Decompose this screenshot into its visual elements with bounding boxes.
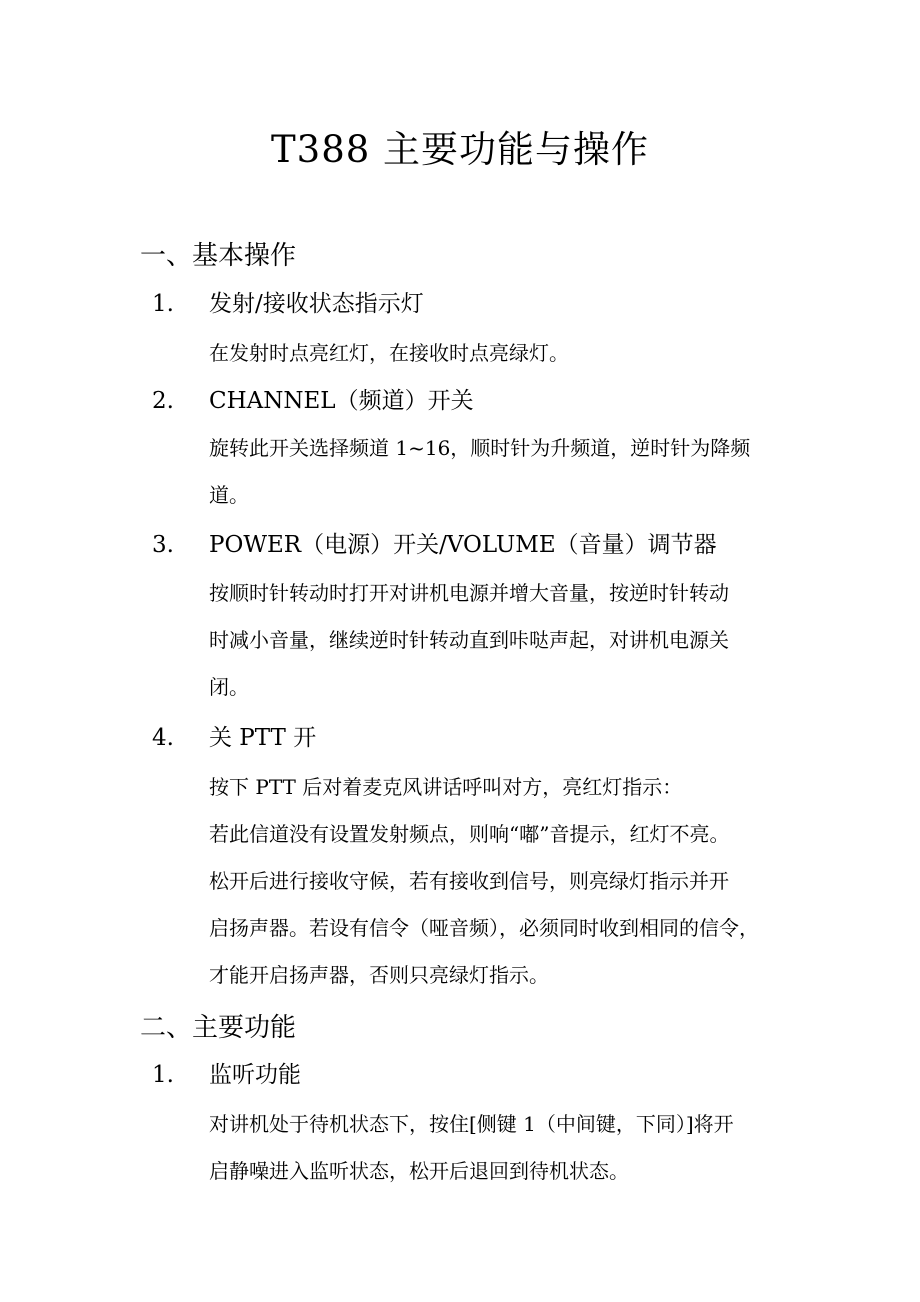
- item-number: 1.: [152, 1062, 174, 1088]
- section-heading-main-functions: 二、主要功能: [140, 1013, 297, 1043]
- item-heading-monitor: [152, 1059, 301, 1091]
- body-line: 松开后进行接收守候，若有接收到信号，则亮绿灯指示并开: [209, 869, 729, 893]
- body-line: 道。: [209, 483, 249, 507]
- body-line: 对讲机处于待机状态下，按住[侧键 1（中间键，下同）]将开: [209, 1112, 734, 1136]
- item-number: 1.: [152, 291, 174, 317]
- body-line: 若此信道没有设置发射频点，则响“嘟”音提示，红灯不亮。: [209, 822, 730, 846]
- item-heading-channel-switch: [152, 385, 474, 417]
- body-line: 才能开启扬声器，否则只亮绿灯指示。: [209, 963, 549, 987]
- item-heading-power-volume: [152, 529, 717, 561]
- item-title: POWER（电源）开关/VOLUME（音量）调节器: [209, 532, 717, 558]
- body-line: 在发射时点亮红灯，在接收时点亮绿灯。: [209, 341, 569, 365]
- item-body-power-volume: [209, 570, 785, 711]
- section-heading-basic-operation: 一、基本操作: [140, 241, 297, 271]
- item-title: 关 PTT 开: [209, 725, 317, 751]
- body-line: 按下 PTT 后对着麦克风讲话呼叫对方，亮红灯指示：: [209, 775, 683, 799]
- body-line: 启扬声器。若设有信令（哑音频），必须同时收到相同的信令，: [209, 916, 759, 940]
- item-title: 监听功能: [209, 1062, 301, 1088]
- item-number: 4.: [152, 725, 174, 751]
- item-heading-ptt: [152, 722, 316, 754]
- item-number: 2.: [152, 388, 174, 414]
- item-heading-status-indicator: [152, 288, 424, 320]
- body-line: 闭。: [209, 675, 249, 699]
- body-line: 时减小音量，继续逆时针转动直到咔哒声起，对讲机电源关: [209, 628, 729, 652]
- item-title: CHANNEL（频道）开关: [209, 388, 474, 414]
- item-body-channel-switch: [209, 425, 785, 519]
- body-line: 旋转此开关选择频道 1~16，顺时针为升频道，逆时针为降频: [209, 436, 751, 460]
- body-line: 按顺时针转动时打开对讲机电源并增大音量，按逆时针转动: [209, 581, 729, 605]
- item-number: 3.: [152, 532, 174, 558]
- item-body-ptt: [209, 764, 785, 999]
- item-body-monitor: [209, 1101, 785, 1195]
- item-body-status-indicator: [209, 330, 785, 377]
- body-line: 启静噪进入监听状态，松开后退回到待机状态。: [209, 1159, 629, 1183]
- document-title: T388 主要功能与操作: [270, 128, 650, 171]
- item-title: 发射/接收状态指示灯: [209, 291, 424, 317]
